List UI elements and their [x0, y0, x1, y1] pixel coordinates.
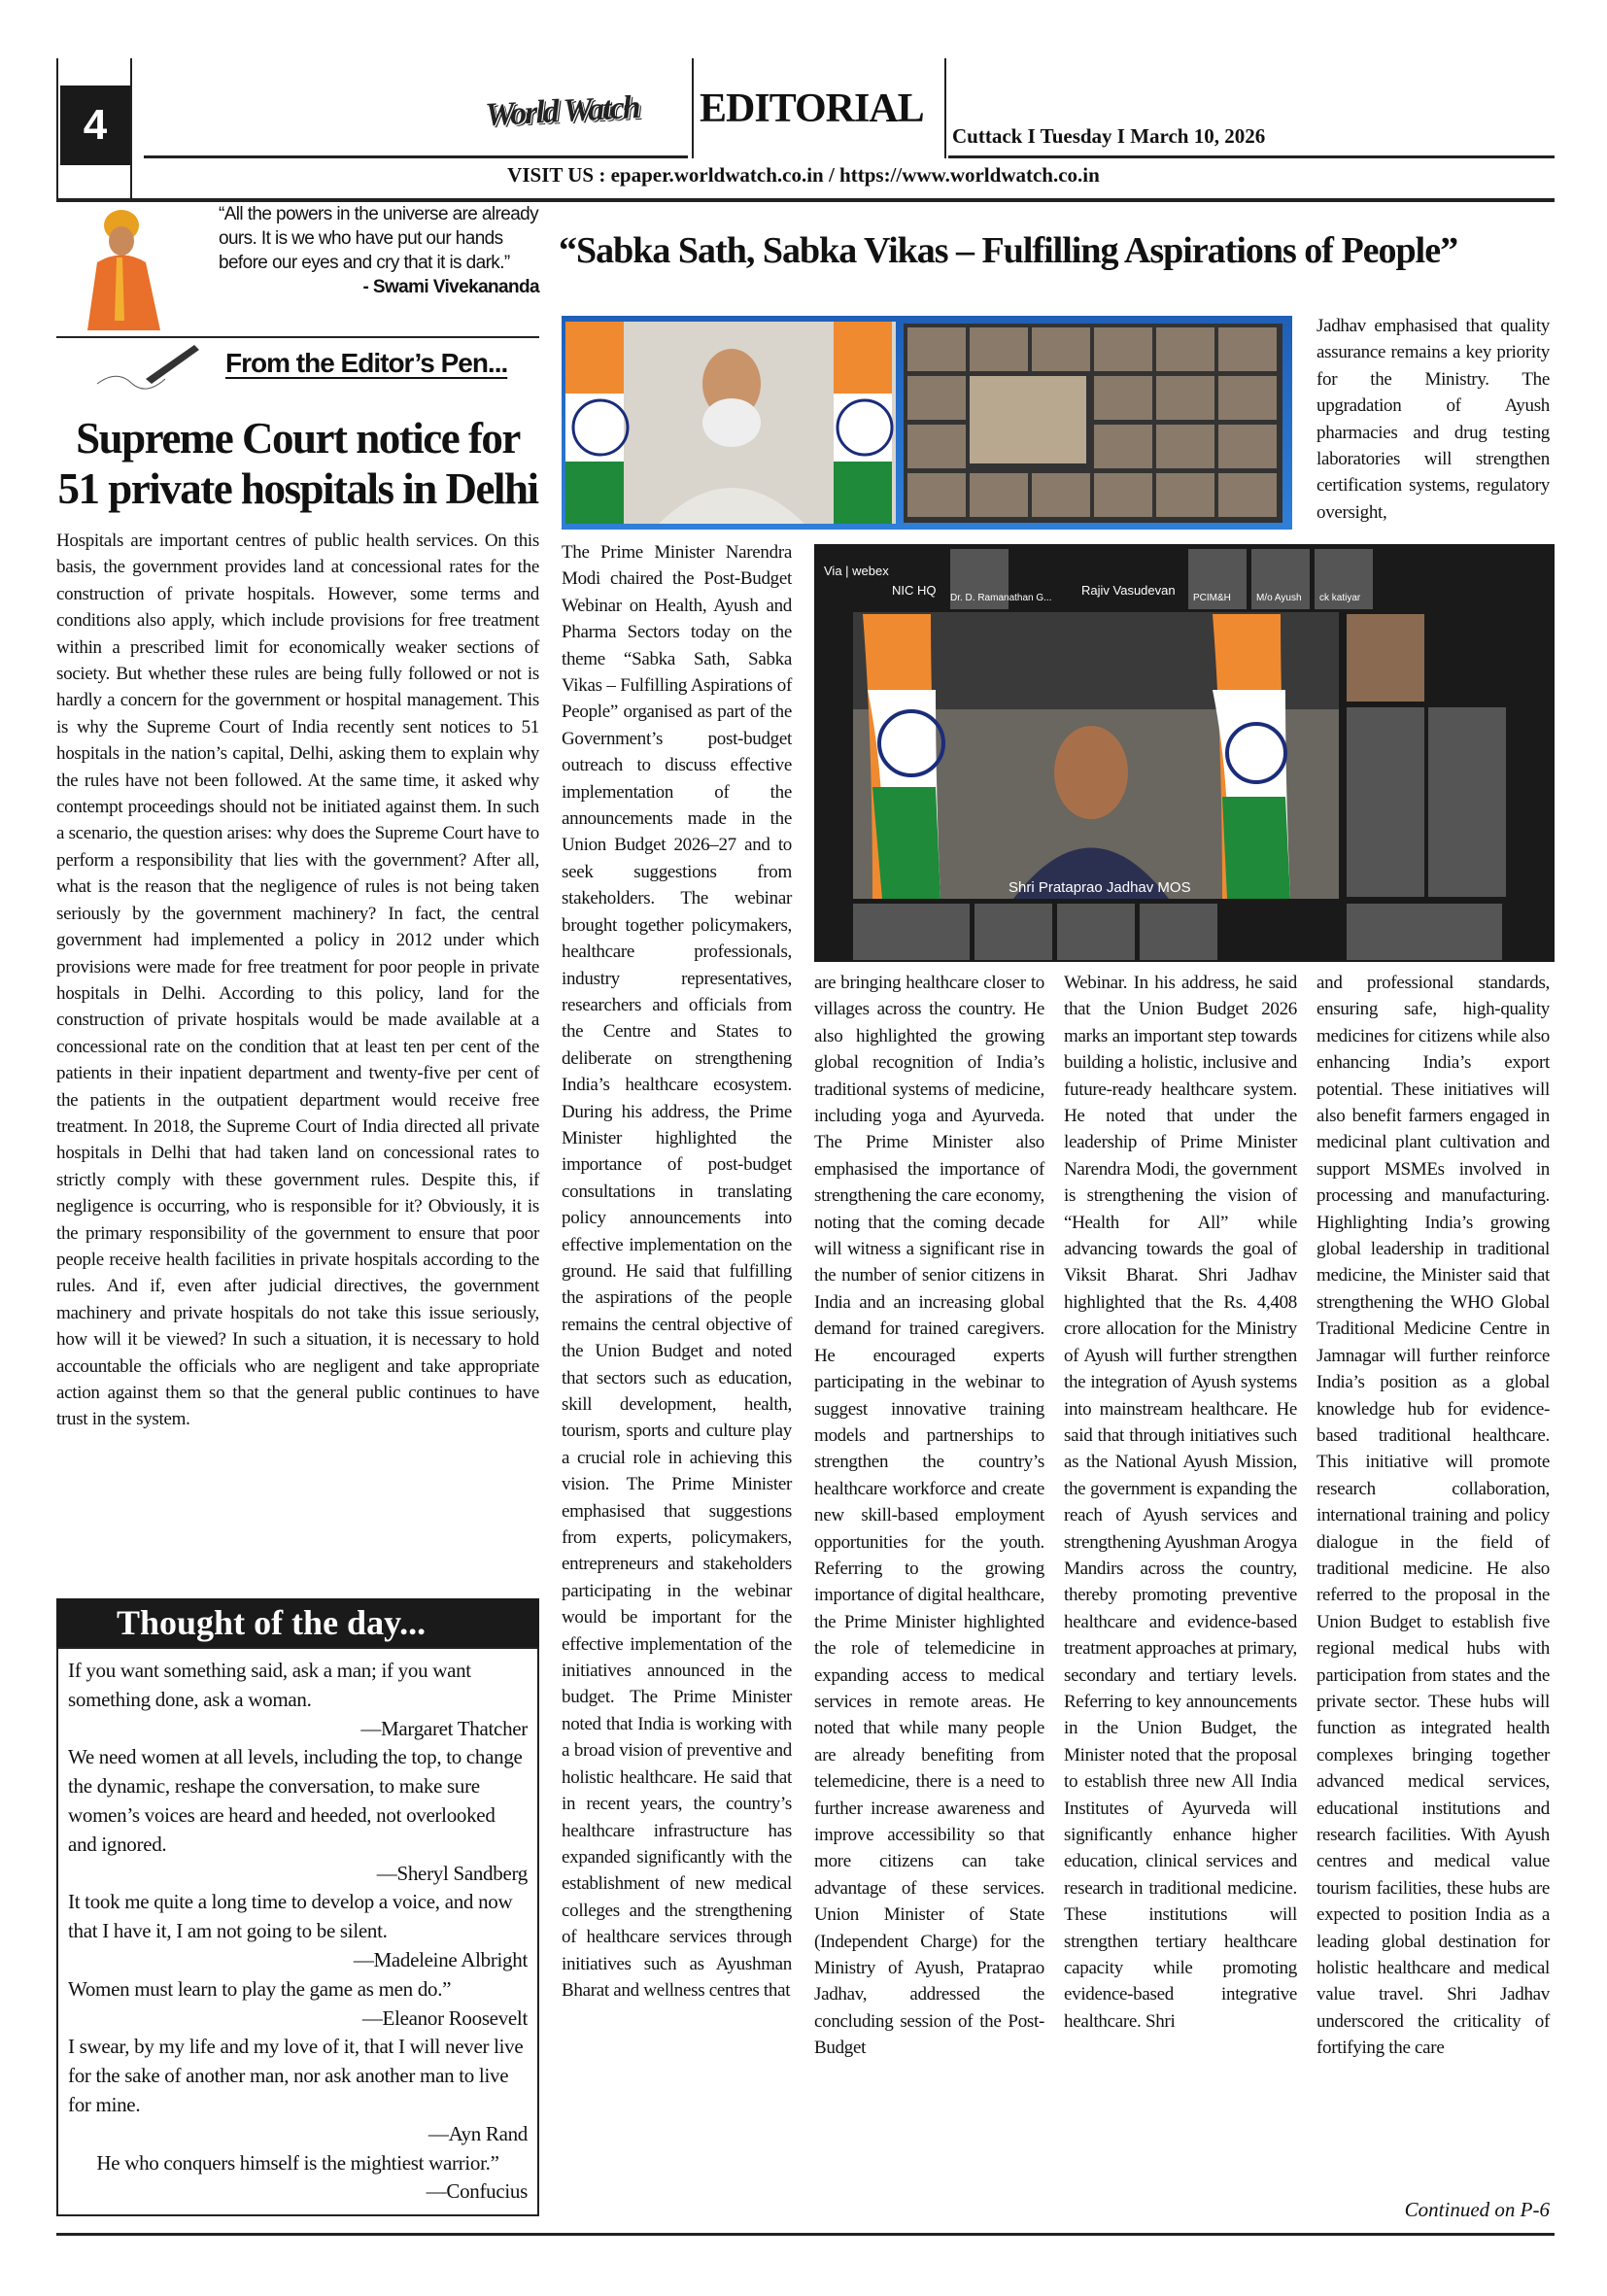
photo-prime-minister-webinar — [562, 316, 1292, 530]
thought-text: It took me quite a long time to develop a voice, and now that I have it, I am not going to be silent. — [68, 1890, 513, 1943]
border-line — [944, 58, 946, 158]
section-title: EDITORIAL — [700, 86, 924, 131]
article-column: Webinar. In his address, he said that the Union Budget 2026 marks an important step towards building a holistic, inclusive and future-ready healthcare system. He noted that under the leadership of Prime Minister Narendra Modi, the government is strengthening the vision of “Health for All” while advancing towards the goal of Viksit Bharat. Shri Jadhav highlighted that the Rs. 4,408 crore allocation for the Ministry of Ayush will further strengthen the integration of Ayush systems into mainstream healthcare. He said that through initiatives such as the National Ayush Mission, the government is expanding the reach of Ayush services and strengthening Ayushman Arogya Mandirs across the country, thereby promoting preventive healthcare and evidence-based treatment approaches at primary, secondary and tertiary levels. Referring to key announcements in the Union Budget, the Minister noted that the proposal to establish three new All India Institutes of Ayurveda will significantly enhance higher education, clinical services and research in traditional medicine. These institutions will strengthen tertiary healthcare capacity while promoting evidence-based integrative healthcare. Shri — [1064, 973, 1297, 2032]
photo-label: Dr. D. Ramanathan G... — [950, 593, 1052, 603]
thought-text: Women must learn to play the game as men do.” — [68, 1976, 452, 2001]
article-column: and professional standards, ensuring safe, high-quality medicines for citizens while also enhancing India’s export potential. These initiatives will also benefit farmers engaged in medicinal plant cultivation and support MSMEs involved in processing and manufacturing. Highlighting India’s growing global leadership in traditional medicine, the Minister said that strengthening the WHO Global Traditional Medicine Centre in Jamnagar will further reinforce India’s position as a global knowledge hub for evidence-based traditional healthcare. This initiative will promote research collaboration, international training and policy dialogue in the field of traditional medicine. He also referred to the proposal in the Union Budget to establish five regional medical hubs with participation from states and the private sector. These hubs will function as integrated health complexes bringing together advanced medical services, educational institutions and research facilities. With Ayush centres and medical value tourism facilities, these hubs are expected to position India as a leading global destination for holistic healthcare and medical value travel. Shri Jadhav underscored the criticality of fortifying the care — [1316, 973, 1550, 2059]
thought-text: I swear, by my life and my love of it, that I will never live for the sake of another man, nor ask another man to live for mine. — [68, 2035, 524, 2116]
thought-author: —Confucius — [426, 2179, 528, 2204]
photo-label: Via | webex — [824, 564, 889, 578]
thought-text: He who conquers himself is the mightiest warrior.” — [96, 2150, 499, 2175]
photo-label: ck katiyar — [1319, 593, 1361, 603]
editor-section-label: From the Editor’s Pen... — [225, 348, 508, 378]
divider — [144, 155, 688, 158]
logo: World Watch — [484, 88, 640, 134]
photo-jadhav-webinar — [814, 544, 1555, 962]
dateline: Cuttack I Tuesday I March 10, 2026 — [952, 124, 1266, 148]
thought-author: —Eleanor Roosevelt — [361, 2005, 528, 2030]
thought-author: —Margaret Thatcher — [360, 1716, 528, 1740]
page-number: 4 — [60, 86, 130, 165]
photo-label: Rajiv Vasudevan — [1081, 583, 1176, 598]
thought-box — [56, 1647, 539, 2216]
article-column: The Prime Minister Narendra Modi chaired the Post-Budget Webinar on Health, Ayush and Pharma Sectors today on the theme “Sabka Sath, Sabka Vikas – Fulfilling Aspirations of People” organised as part of the Government’s post-budget outreach to discuss effective implementation of the announcements made in the Union Budget 2026–27 and to seek suggestions from stakeholders. The webinar brought together policymakers, healthcare professionals, industry representatives, researchers and officials from the Centre and States to deliberate on strengthening India’s healthcare ecosystem. During his address, the Prime Minister highlighted the importance of post-budget consultations in translating policy announcements into effective implementation on the ground. He said that fulfilling the aspirations of the people remains the central objective of the Union Budget and noted that sectors such as education, skill development, health, tourism, sports and culture play a crucial role in achieving this vision. The Prime Minister emphasised that suggestions from experts, policymakers, entrepreneurs and stakeholders participating in the webinar would be important for the effective implementation of the initiatives announced in the budget. The Prime Minister noted that India is working with a broad vision of preventive and holistic healthcare. He said that in recent years, the country’s healthcare infrastructure has expanded significantly with the establishment of new medical colleges and the strengthening of healthcare services through initiatives such as Ayushman Bharat and wellness centres that — [562, 542, 792, 2001]
editorial-title: Supreme Court notice for 51 private hospitals in Delhi — [57, 414, 538, 513]
thought-author: —Ayn Rand — [427, 2121, 528, 2145]
continued-link[interactable]: Continued on P-6 — [1404, 2198, 1550, 2221]
photo-label: NIC HQ — [892, 583, 937, 598]
quote-text: “All the powers in the universe are already ours. It is we who have put our hands before our eyes and cry that it is dark.” — [219, 204, 539, 273]
article-column: Jadhav emphasised that quality assurance remains a key priority for the Ministry. The upgradation of Ayush pharmacies and drug testing laboratories will strengthen certification systems, regulatory oversight, — [1316, 316, 1550, 523]
photo-label: PCIM&H — [1193, 593, 1231, 603]
thought-heading: Thought of the day... — [56, 1598, 539, 1647]
quote-author: - Swami Vivekananda — [362, 277, 539, 297]
quote-block — [219, 202, 539, 299]
divider — [948, 155, 1555, 158]
vivekananda-portrait — [68, 204, 175, 330]
article-headline: “Sabka Sath, Sabka Vikas – Fulfilling Aspirations of People” — [559, 230, 1458, 271]
article-column: are bringing healthcare closer to villages across the country. He also highlighted the growing global recognition of India’s traditional systems of medicine, including yoga and Ayurveda. The Prime Minister also emphasised the importance of strengthening the care economy, noting that the coming decade will witness a significant rise in the number of senior citizens in India and an increasing global demand for trained caregivers. He encouraged experts participating in the webinar to suggest innovative training models and partnerships to strengthen the country’s healthcare workforce and create new skill-based employment opportunities for the youth. Referring to the growing importance of digital healthcare, the Prime Minister highlighted the role of telemedicine in expanding access to medical services in remote areas. He noted that while many people are already benefiting from telemedicine, there is a need to further increase awareness and improve accessibility so that more citizens can take advantage of these services. Union Minister of State (Independent Charge) for the Ministry of Ayush, Prataprao Jadhav, addressed the concluding session of the Post-Budget — [814, 973, 1044, 2059]
visit-us-links: VISIT US : epaper.worldwatch.co.in / https://www.worldwatch.co.in — [507, 163, 1100, 187]
thought-author: —Sheryl Sandberg — [376, 1861, 528, 1885]
photo-label: M/o Ayush — [1256, 593, 1302, 603]
pen-icon — [87, 340, 204, 394]
photo-caption: Shri Prataprao Jadhav MOS — [1009, 879, 1191, 896]
thought-author: —Madeleine Albright — [353, 1947, 528, 1971]
border-line — [692, 58, 694, 158]
thought-text: If you want something said, ask a man; if you want something done, ask a woman. — [68, 1659, 471, 1711]
bottom-rule — [56, 2233, 1555, 2236]
divider — [56, 336, 539, 338]
editorial-body: Hospitals are important centres of public health services. On this basis, the government provides land at concessional rates for the construction of private hospitals. However, some terms and conditions also apply, which include provisions for free treatment within a prescribed limit for economically weaker sections of society. But whether these rules are being fully followed or not is hardly a concern for the government or hospital management. This is why the Supreme Court of India recently sent notices to 51 hospitals in the nation’s capital, Delhi, asking them to explain why the rules have not been followed. At the same time, it asked why contempt proceedings should not be initiated against them. In such a scenario, the question arises: why does the Supreme Court have to perform a responsibility that lies with the government? After all, what is the reason that the negligence of rules is not being taken seriously by the government machinery? In fact, the central government had implemented a policy in 2012 under which provisions were made for free treatment for poor people in private hospitals in Delhi. According to this policy, land for the construction of private hospitals would be made available at a concessional rate on the condition that at least ten per cent of the patients in their inpatient department and twenty-five per cent of the patients in the outpatient department would receive free treatment. In 2018, the Supreme Court of India directed all private hospitals in Delhi that had taken land on concessional rates to strictly comply with these government rules. Despite this, if negligence is occurring, who is responsible for it? Obviously, it is the primary responsibility of the government to ensure that poor people receive health facilities in private hospitals according to the rules. And if, even after judicial directives, the government machinery and private hospitals do not take this issue seriously, how will it be viewed? In such a situation, it is necessary to hold accountable the officials who are negligent and take appropriate action against them so that the general public continues to have trust in the system. — [56, 531, 539, 1430]
thought-text: We need women at all levels, including the top, to change the dynamic, reshape the conversation, to make sure women’s voices are heard and heeded, not overlooked and ignored. — [68, 1745, 523, 1856]
